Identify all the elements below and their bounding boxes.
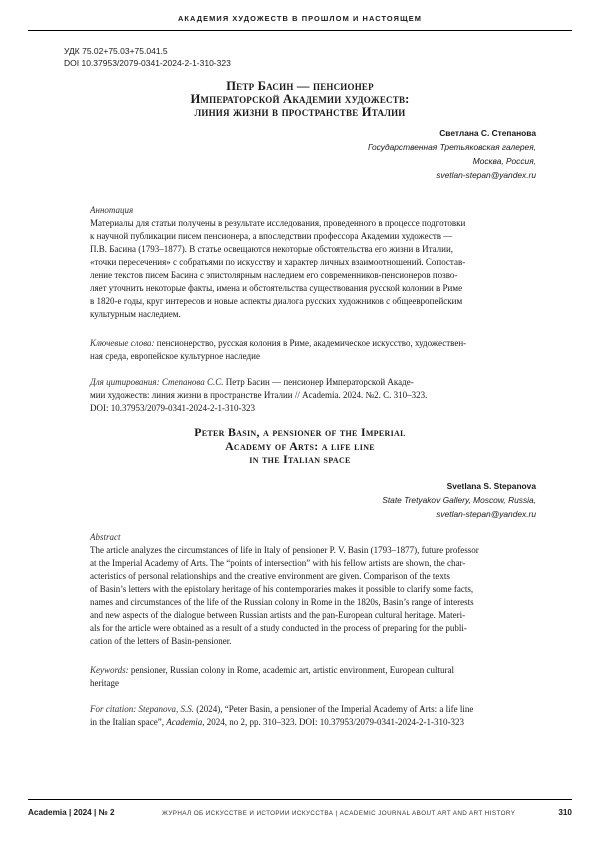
article-meta [64,46,231,69]
en-abstract-line: names and circumstances of the life of the Russian colony in Rome in the 1820s, Basin’s range of interests [90,597,474,607]
doi-line: DOI 10.37953/2079-0341-2024-2-1-310-323 [64,57,231,68]
ru-citation [90,376,538,415]
ru-abstract-line: культурным наследием. [90,309,181,319]
en-article-title [0,426,600,467]
en-title-line: in the Italian space [249,452,351,466]
en-abstract-line: cation of the letters of Basin-pensioner. [90,636,232,646]
en-citation-label: For citation: Stepanova, S.S. [90,704,194,714]
en-affiliation: State Tretyakov Gallery, Moscow, Russia, [382,495,536,505]
ru-abstract-label: Аннотация [90,205,134,215]
ru-author-email: svetlan-stepan@yandex.ru [436,170,536,180]
en-citation-text: (2024), “Peter Basin, a pensioner of the Imperial Academy of Arts: a life line [196,704,474,714]
ru-abstract [90,204,538,321]
en-abstract-line: at the Imperial Academy of Arts. The “points of intersection” with his fellow artists are shown, the char- [90,558,466,568]
en-citation-text: , 2024, no 2, pp. 310–323. DOI: 10.37953/2079-0341-2024-2-1-310-323 [202,717,464,727]
en-title-line: Peter Basin, a pensioner of the Imperial [194,425,406,439]
footer-subtitle: ЖУРНАЛ ОБ ИСКУССТВЕ И ИСТОРИИ ИСКУССТВА | ACADEMIC JOURNAL ABOUT ART AND ART HISTORY [162,810,516,817]
ru-abstract-line: ляет уточнить некоторые факты, имена и обстоятельства существования русской колонии в Риме [90,283,463,293]
en-author-email: svetlan-stepan@yandex.ru [436,509,536,519]
ru-abstract-line: Материалы для статьи получены в результате исследования, проведенного в процессе подготовки [90,218,466,228]
footer-divider [28,799,572,800]
en-keywords-label: Keywords: [90,665,129,675]
en-keywords-text: pensioner, Russian colony in Rome, academic art, artistic environment, European cultural [130,665,454,675]
ru-abstract-line: к научной публикации писем пенсионера, а впоследствии профессора Академии художеств — [90,231,453,241]
en-keywords [90,664,538,690]
ru-title-line: Императорской Академии художеств: [190,92,410,106]
ru-author-block [368,126,536,182]
ru-keywords-text: ная среда, европейское культурное наследие [90,351,260,361]
ru-citation-text: Петр Басин — пенсионер Императорской Акаде- [225,377,414,387]
en-abstract-line: of Basin’s letters with the epistolary heritage of his contemporaries makes it possible to clarify some facts, [90,584,474,594]
ru-abstract-line: ление текстов писем Басина с эпистолярным наследием его современников-пенсионеров позво- [90,270,458,280]
ru-keywords-text: пенсионерство, русская колония в Риме, академическое искусство, художествен- [156,338,467,348]
en-abstract-line: The article analyzes the circumstances of life in Italy of pensioner P. V. Basin (1793–1877), future professor [90,545,479,555]
en-abstract-line: acteristics of personal relationships and the creative environment are given. Comparison of the texts [90,571,450,581]
en-abstract [90,531,538,648]
en-author-block [382,479,536,521]
en-keywords-text: heritage [90,678,119,688]
ru-citation-label: Для цитирования: Степанова С.С. [90,377,224,387]
footer-journal: Academia | 2024 | № 2 [28,808,115,817]
ru-abstract-line: П.В. Басина (1793–1877). В статье освещаются некоторые обстоятельства его жизни в Италии, [90,244,454,254]
running-header: АКАДЕМИЯ ХУДОЖЕСТВ В ПРОШЛОМ И НАСТОЯЩЕМ [178,14,422,23]
en-citation [90,703,538,729]
ru-abstract-line: в 1820-е годы, круг интересов и новые аспекты диалога русских художников с общеевропейским [90,296,463,306]
ru-author-name: Светлана С. Степанова [439,128,536,138]
header-divider [28,30,572,31]
ru-affiliation-line: Москва, Россия, [472,156,536,166]
ru-abstract-line: «точки пересечения» с собратьями по искусству и характер личных взаимоотношений. Сопостав- [90,257,466,267]
ru-keywords [90,337,538,363]
en-citation-text: in the Italian space”, [90,717,164,727]
udc-code: УДК 75.02+75.03+75.041.5 [64,46,168,56]
en-abstract-label: Abstract [90,532,121,542]
page-number: 310 [558,808,572,817]
ru-title-line: Петр Басин — пенсионер [226,79,374,93]
en-abstract-line: and new aspects of the dialogue between Russian artists and the pan-European cultural heritage. Materi- [90,610,466,620]
en-citation-journal: Academia [166,717,203,727]
ru-article-title [0,80,600,119]
en-abstract-line: als for the article were obtained as a result of a study conducted in the process of preparing for the publi- [90,623,467,633]
en-title-line: Academy of Arts: a life line [225,438,375,453]
ru-keywords-label: Ключевые слова: [90,338,155,348]
ru-title-line: линия жизни в пространстве Италии [194,105,406,119]
ru-affiliation-line: Государственная Третьяковская галерея, [367,142,536,152]
ru-citation-doi: DOI: 10.37953/2079-0341-2024-2-1-310-323 [90,403,255,413]
en-author-name: Svetlana S. Stepanova [446,481,536,491]
ru-citation-text: мии художеств: линия жизни в пространстве Италии // Academia. 2024. №2. С. 310–323. [90,390,428,400]
